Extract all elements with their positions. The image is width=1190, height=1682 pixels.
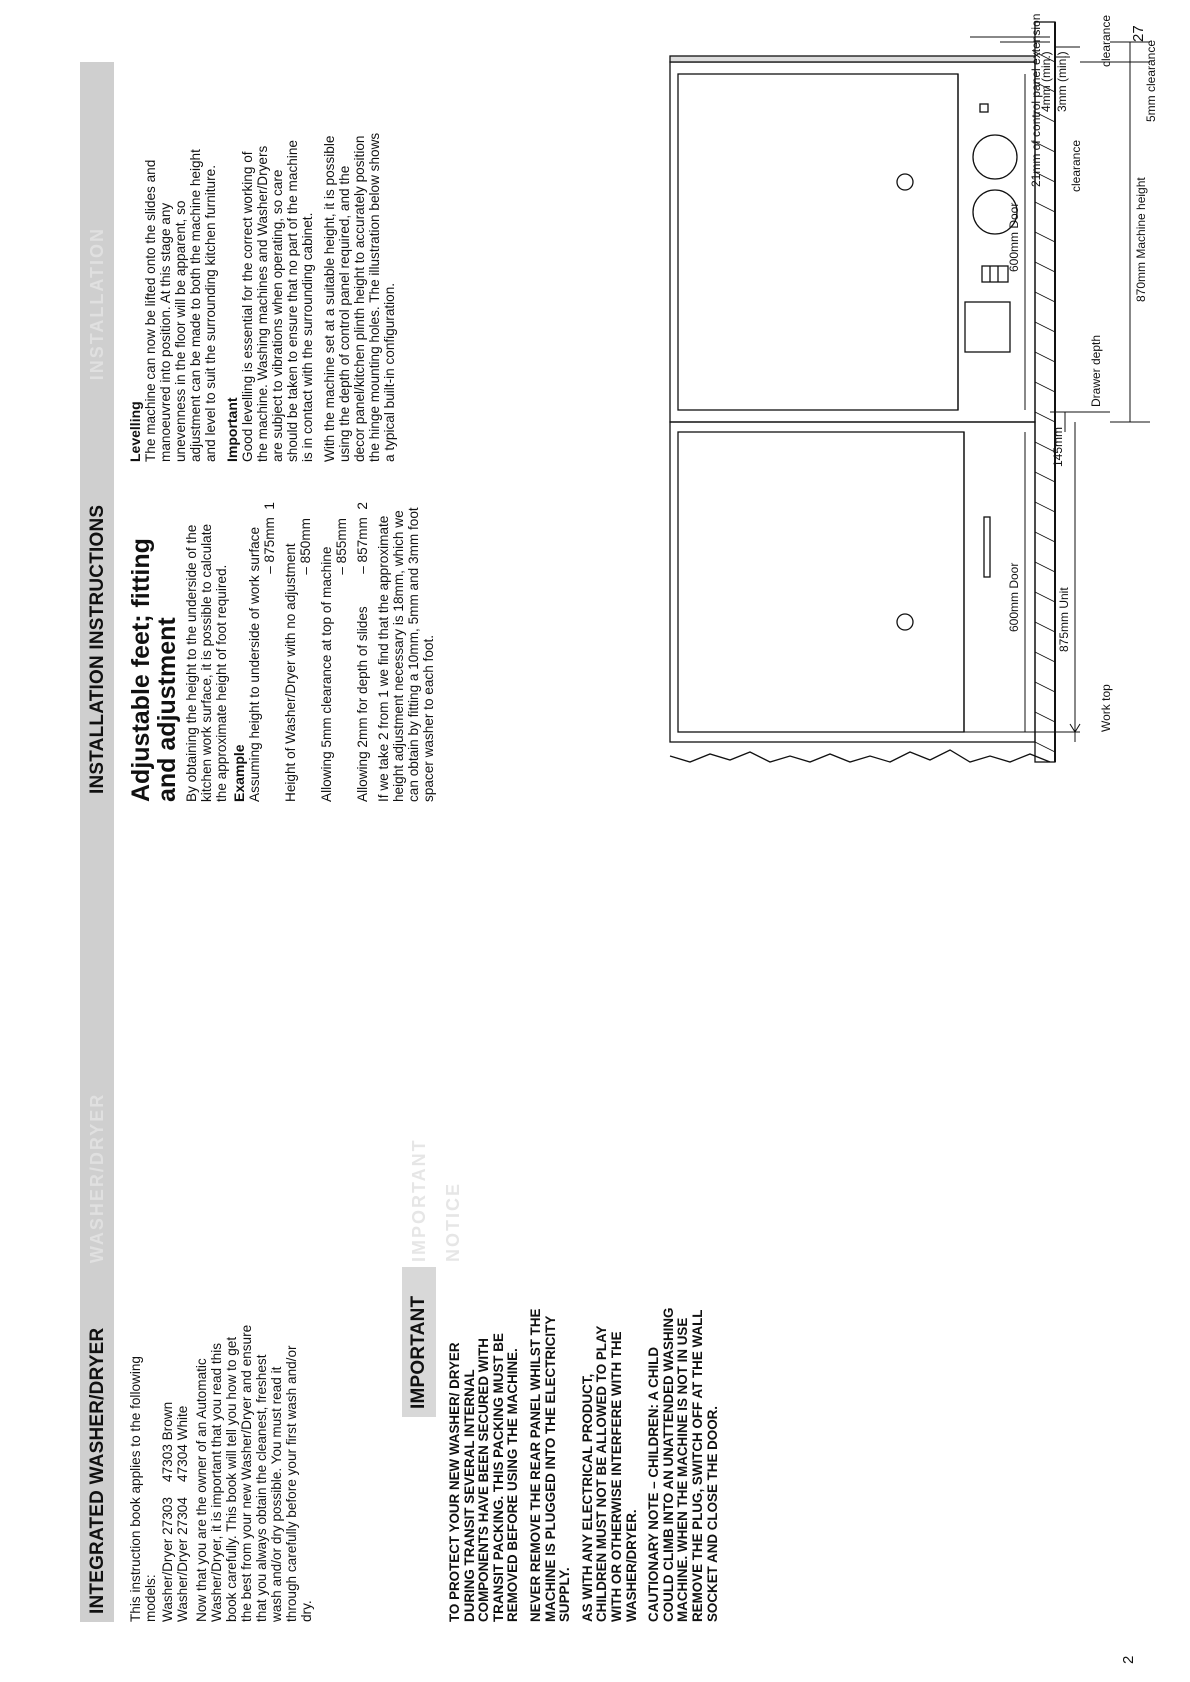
control-buttons <box>982 266 1008 282</box>
left-page-number: 2 <box>1120 1655 1137 1664</box>
clearance-b-label: clearance <box>1099 14 1113 67</box>
important-heading: Important <box>224 397 240 462</box>
example-line <box>247 502 277 802</box>
model-name: Washer/Dryer 27304 <box>175 1497 190 1622</box>
floor-break-line <box>670 750 1050 762</box>
min-4mm-label: 4mm (min.) <box>1039 51 1053 112</box>
feet-section <box>128 502 443 802</box>
left-unit-outline <box>670 422 1035 742</box>
example-value: – 857mm <box>355 517 370 574</box>
example-value: – 875mm <box>262 517 277 574</box>
levelling-section <box>128 132 404 462</box>
example-line <box>355 502 370 802</box>
left-header-faint: WASHER/DRYER <box>87 1092 107 1264</box>
clearance-5mm-label: 5mm clearance <box>1144 39 1158 122</box>
important-header-bar <box>402 1267 436 1417</box>
work-top-label: Work top <box>1099 684 1113 732</box>
right-page-number: 27 <box>1130 25 1147 42</box>
hinge-hole-right <box>897 174 913 190</box>
left-paragraph: Now that you are the owner of an Automatic Washer/Dryer, it is important that you read this book carefully. This book will tell you how to get the best from your new Washer/Dryer and ensure that you always obtain the cleanest, freshest wash and/or dry possible. You must read it through carefully before your first wash and/or dry. <box>194 1324 314 1622</box>
example-line <box>319 502 349 802</box>
warnings-block <box>448 1302 728 1622</box>
built-in-configuration-diagram <box>610 2 1170 802</box>
right-door-panel <box>678 74 958 410</box>
right-header-bar <box>80 62 114 802</box>
detergent-drawer <box>965 302 1010 352</box>
right-header: INSTALLATION INSTRUCTIONS <box>87 504 108 794</box>
clearance-a-label: clearance <box>1069 139 1083 192</box>
machine-top-strip <box>670 56 1035 62</box>
left-intro: This instruction book applies to the following models: <box>128 1356 158 1622</box>
example-text: Allowing 2mm for depth of slides <box>355 606 370 802</box>
left-door-panel <box>678 432 964 732</box>
mm145-label: 145mm <box>1051 426 1065 467</box>
important-header-faint: IMPORTANT NOTICE <box>409 1138 463 1262</box>
left-header-bar <box>80 802 114 1622</box>
model-row <box>175 1322 190 1622</box>
left-header: INTEGRATED WASHER/DRYER <box>87 1327 108 1614</box>
warning-cautionary: CAUTIONARY NOTE – CHILDREN: A CHILD COULD CLIMB INTO AN UNATTENDED WASHING MACHINE. WHEN THE MACHINE IS NOT IN USE REMOVE THE PLUG, SWITCH OFF AT THE WALL SOCKET AND CLOSE THE DOOR. <box>646 1307 720 1622</box>
door-right-label: 600mm Door <box>1007 202 1021 272</box>
model-code: 47303 Brown <box>160 1401 175 1482</box>
drawer-depth-label: Drawer depth <box>1089 334 1103 407</box>
example-marker: 1 <box>262 502 277 510</box>
example-line <box>283 502 313 802</box>
warning-children: AS WITH ANY ELECTRICAL PRODUCT, CHILDREN MUST NOT BE ALLOWED TO PLAY WITH OR OTHERWISE INTERFERE WITH THE WASHER/DRYER. <box>579 1325 639 1622</box>
unit-label: 875mm Unit <box>1057 587 1071 652</box>
example-conclusion: If we take 2 from 1 we find that the approximate height adjustment necessary is 18mm, which we can obtain by fitting a 10mm, 5mm and 3mm foot spacer washer to each foot. <box>376 507 436 802</box>
example-text: Allowing 5mm clearance at top of machine <box>319 546 334 802</box>
warning-rear-panel: NEVER REMOVE THE REAR PANEL WHILST THE MACHINE IS PLUGGED INTO THE ELECTRICITY SUPPLY. <box>527 1308 573 1622</box>
machine-height-label: 870mm Machine height <box>1134 177 1148 302</box>
model-list <box>160 1322 190 1622</box>
feet-title: Adjustable feet; fitting and adjustment <box>127 538 181 802</box>
important-text: Good levelling is essential for the correct working of the machine. Washing machines and Washer/Dryers are subject to vibrations when operating, so care should be taken to ensure that no part of the machine is in contact with the surrounding cabinet. <box>240 140 315 462</box>
left-intro-block <box>128 1322 321 1622</box>
control-ext-label: 21mm of control panel extension <box>1029 13 1043 187</box>
important-header: IMPORTANT <box>408 1295 429 1409</box>
right-header-faint: INSTALLATION <box>87 226 107 381</box>
levelling-heading: Levelling <box>127 401 143 462</box>
hinge-hole-left <box>897 614 913 630</box>
model-row <box>160 1322 175 1622</box>
machine-outline <box>670 62 1035 422</box>
model-name: Washer/Dryer 27303 <box>160 1497 175 1622</box>
timer-dial <box>973 135 1017 179</box>
example-text: Height of Washer/Dryer with no adjustment <box>283 543 298 802</box>
indicator-light <box>980 104 988 112</box>
door-left-label: 600mm Door <box>1007 562 1021 632</box>
example-marker: 2 <box>355 502 370 510</box>
drawer-handle <box>984 517 990 577</box>
example-value-row <box>262 502 277 802</box>
example-value: – 855mm <box>334 518 349 575</box>
example-value: – 850mm <box>298 518 313 575</box>
example-heading: Example <box>231 744 247 802</box>
model-code: 47304 White <box>175 1405 190 1482</box>
example-text: Assuming height to underside of work surface <box>247 526 262 802</box>
min-3mm-label: 3mm (min.) <box>1055 51 1069 112</box>
feet-intro: By obtaining the height to the underside of the kitchen work surface, it is possible to calculate the approximate height of foot required. <box>184 523 229 802</box>
levelling-text: The machine can now be lifted onto the slides and manoeuvred into position. At this stage any unevenness in the floor will be apparent, so adjustment can be made to both the machine height and level to suit the surrounding kitchen furniture. <box>143 149 218 462</box>
closing-text: With the machine set at a suitable height, it is possible using the depth of control panel required, and the decor panel/kitchen plinth height to accurately position the hinge mounting holes. The illustration below shows a typical built-in configuration. <box>322 132 397 462</box>
warning-transit: TO PROTECT YOUR NEW WASHER/ DRYER DURING TRANSIT SEVERAL INTERNAL COMPONENTS HAVE BEEN SECURED WITH TRANSIT PACKING. THIS PACKING MUST BE REMOVED BEFORE USING THE MACHINE. <box>447 1333 521 1622</box>
example-value-row <box>355 502 370 574</box>
